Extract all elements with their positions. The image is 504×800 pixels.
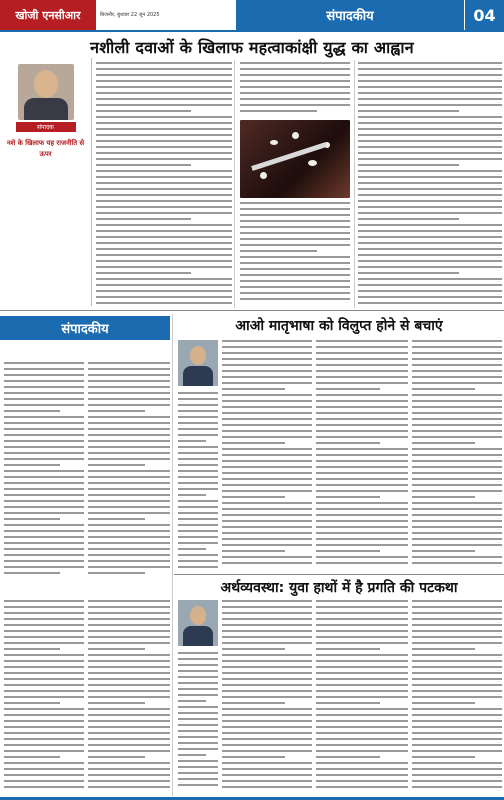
author-label: संपादक <box>16 122 76 132</box>
editorial-col-2 <box>88 362 170 580</box>
page-number: 04 <box>464 0 504 30</box>
header-rule <box>0 30 504 32</box>
drugs-photo <box>240 120 350 198</box>
second-article-col-2 <box>316 340 408 572</box>
section-title: संपादकीय <box>236 0 464 30</box>
main-article-col-1 <box>96 62 232 308</box>
author-photo <box>18 64 74 120</box>
editorial-banner: संपादकीय <box>0 316 170 340</box>
pull-quote: नशे के खिलाफ यह राजनीति से ऊपर <box>6 139 85 158</box>
second-article-col-0 <box>178 392 218 572</box>
third-article-col-1 <box>222 600 312 794</box>
main-article-col-2-top <box>240 62 350 116</box>
editorial-col-3 <box>4 600 84 794</box>
date-line: बिजनौर, बुधवार 22 जून 2025 <box>100 11 160 18</box>
editorial-col-1 <box>4 362 84 580</box>
third-author-photo <box>178 600 218 646</box>
main-headline: नशीली दवाओं के खिलाफ महत्वाकांक्षी युद्ध का आह्वान <box>90 38 414 57</box>
second-author-photo <box>178 340 218 386</box>
page-header <box>0 0 504 30</box>
second-headline: आओ मातृभाषा को विलुप्त होने से बचाएं <box>235 318 443 334</box>
main-article-col-3 <box>358 62 502 308</box>
editorial-col-4 <box>88 600 170 794</box>
main-article-col-2-bottom <box>240 202 350 308</box>
third-headline: अर्थव्यवस्था: युवा हाथों में है प्रगति की पटकथा <box>220 580 458 596</box>
sidebar <box>0 58 92 306</box>
third-article-col-3 <box>412 600 502 794</box>
third-article-col-0 <box>178 652 218 794</box>
second-article-col-3 <box>412 340 502 572</box>
third-article-col-2 <box>316 600 408 794</box>
newspaper-logo: खोजी एनसीआर <box>0 0 96 30</box>
second-article-col-1 <box>222 340 312 572</box>
